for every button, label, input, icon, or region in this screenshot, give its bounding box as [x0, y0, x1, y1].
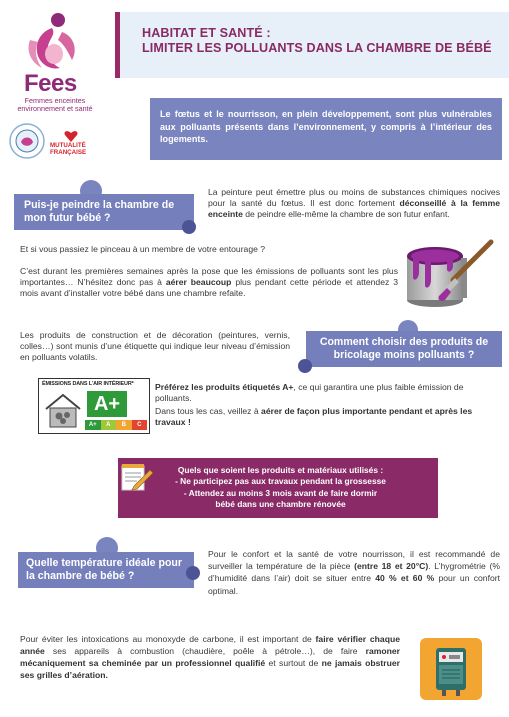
mutualite-line: FRANÇAISE — [50, 148, 87, 156]
text-span: plus pendant cette période et attendez 3 mois avant d’installer votre bébé dans une chambre refaite. — [20, 277, 399, 299]
text-bold: ne jamais obstruer ses grilles d’aération. — [20, 657, 400, 680]
warning-line: - Ne participez pas aux travaux pendant la grossesse — [175, 476, 386, 487]
emission-grade: A+ — [87, 391, 127, 417]
emission-label — [38, 378, 150, 434]
warning-line: - Attendez au moins 3 mois avant de faire dormir — [183, 487, 378, 498]
text-span: Dans tous les cas, veillez à — [155, 406, 262, 416]
section3-question: Quelle température idéale pour la chambre de bébé ? — [18, 552, 194, 588]
text-span: et surtout de — [265, 657, 322, 668]
notepad-pencil-icon — [120, 462, 154, 492]
section4-paragraph — [20, 634, 400, 681]
page-title-line-1: HABITAT ET SANTÉ : — [142, 26, 271, 40]
decor-dot — [298, 359, 312, 373]
emission-scale — [85, 420, 147, 430]
scale-cell-c: C — [132, 420, 148, 430]
section2-paragraph-1: Les produits de construction et de décoration (peintures, vernis, colles…) sont munis d’une étiquette qui indique leur niveau d’émission en polluants volatils. — [20, 330, 290, 363]
text-span: Pour éviter les intoxications au monoxyde de carbone, il est important de — [20, 634, 316, 644]
decor-dot — [182, 220, 196, 234]
section3-paragraph — [208, 548, 500, 597]
section2-question: Comment choisir des produits de bricolage moins polluants ? — [306, 331, 502, 367]
emission-label-title: ÉMISSIONS DANS L'AIR INTÉRIEUR* — [42, 381, 134, 387]
mutualite-logo — [50, 128, 96, 160]
decor-dot — [186, 566, 200, 580]
text-span: Pour le confort et la santé de votre nourrisson, il est recommandé de surveiller la température de la pièce — [208, 549, 500, 572]
section1-paragraph-2: Et si vous passiez le pinceau à un membre de votre entourage ? — [20, 244, 266, 254]
logo-subtitle-line: environnement et santé — [17, 104, 93, 114]
section1-paragraph-3 — [20, 266, 398, 300]
text-bold: (entre 18 et 20°C) — [354, 561, 429, 572]
text-span: , ce qui garantira une plus faible émission de polluants. — [155, 382, 464, 404]
house-icon — [43, 391, 83, 429]
warning-line: bébé dans une chambre rénovée — [215, 499, 346, 510]
section2-paragraph-2 — [155, 382, 500, 404]
page-header — [115, 12, 509, 78]
scale-cell-aplus: A+ — [85, 420, 101, 430]
paint-can-icon — [405, 238, 500, 310]
text-bold: faire vérifier chaque année — [20, 634, 400, 656]
scale-cell-a: A — [101, 420, 117, 430]
scale-cell-b: B — [116, 420, 132, 430]
logo-wordmark: Fees — [24, 70, 77, 97]
fees-logo-icon — [22, 10, 80, 72]
mutualite-mark-icon — [64, 130, 78, 142]
text-bold: aérer beaucoup — [165, 277, 232, 288]
text-bold: déconseillé à la femme enceinte — [208, 198, 500, 220]
intro-box: Le fœtus et le nourrisson, en plein développement, sont plus vulnérables aux polluants présents dans l’environnement, y compris à l’intérieur des logements. — [150, 98, 502, 160]
section1-paragraph-1 — [208, 187, 500, 221]
mutualite-text — [50, 143, 96, 157]
logo-subtitle-line: Femmes enceintes — [24, 96, 86, 105]
text-span: . L’hygrométrie (% d’humidité dans l’air) doit se situer entre — [208, 561, 500, 584]
seal-icon — [8, 122, 46, 160]
text-bold: aérer de façon plus importante pendant et après les travaux ! — [155, 406, 473, 428]
warning-line: Quels que soient les produits et matériaux utilisés : — [177, 465, 384, 475]
text-bold: 40 % et 60 % — [375, 573, 435, 584]
section2-paragraph-3 — [155, 406, 500, 428]
text-bold: ramoner mécaniquement sa cheminée par un professionnel qualifié — [20, 645, 400, 668]
page-title-line-2: LIMITER LES POLLUANTS DANS LA CHAMBRE DE BÉBÉ — [142, 41, 492, 56]
section1-question: Puis-je peindre la chambre de mon futur bébé ? — [14, 194, 194, 230]
text-span: ses appareils à combustion (chaudière, poêle à pétrole…), de faire — [44, 645, 366, 656]
warning-box — [118, 458, 438, 518]
boiler-icon — [420, 638, 482, 700]
text-span: La peinture peut émettre plus ou moins de substances chimiques nocives pour la santé du fœtus. Il est donc fortement — [208, 187, 500, 209]
logo-subtitle — [14, 97, 96, 114]
mutualite-line: MUTUALITÉ — [50, 142, 86, 149]
text-span: de peindre elle-même la chambre de son futur enfant. — [242, 209, 450, 220]
text-span: pour un confort optimal. — [208, 573, 500, 596]
text-span: C’est durant les premières semaines après la pose que les émissions de polluants sont les plus importantes… N’hésitez donc pas à — [20, 266, 398, 288]
text-bold: Préférez les produits étiquetés A+ — [155, 382, 294, 392]
